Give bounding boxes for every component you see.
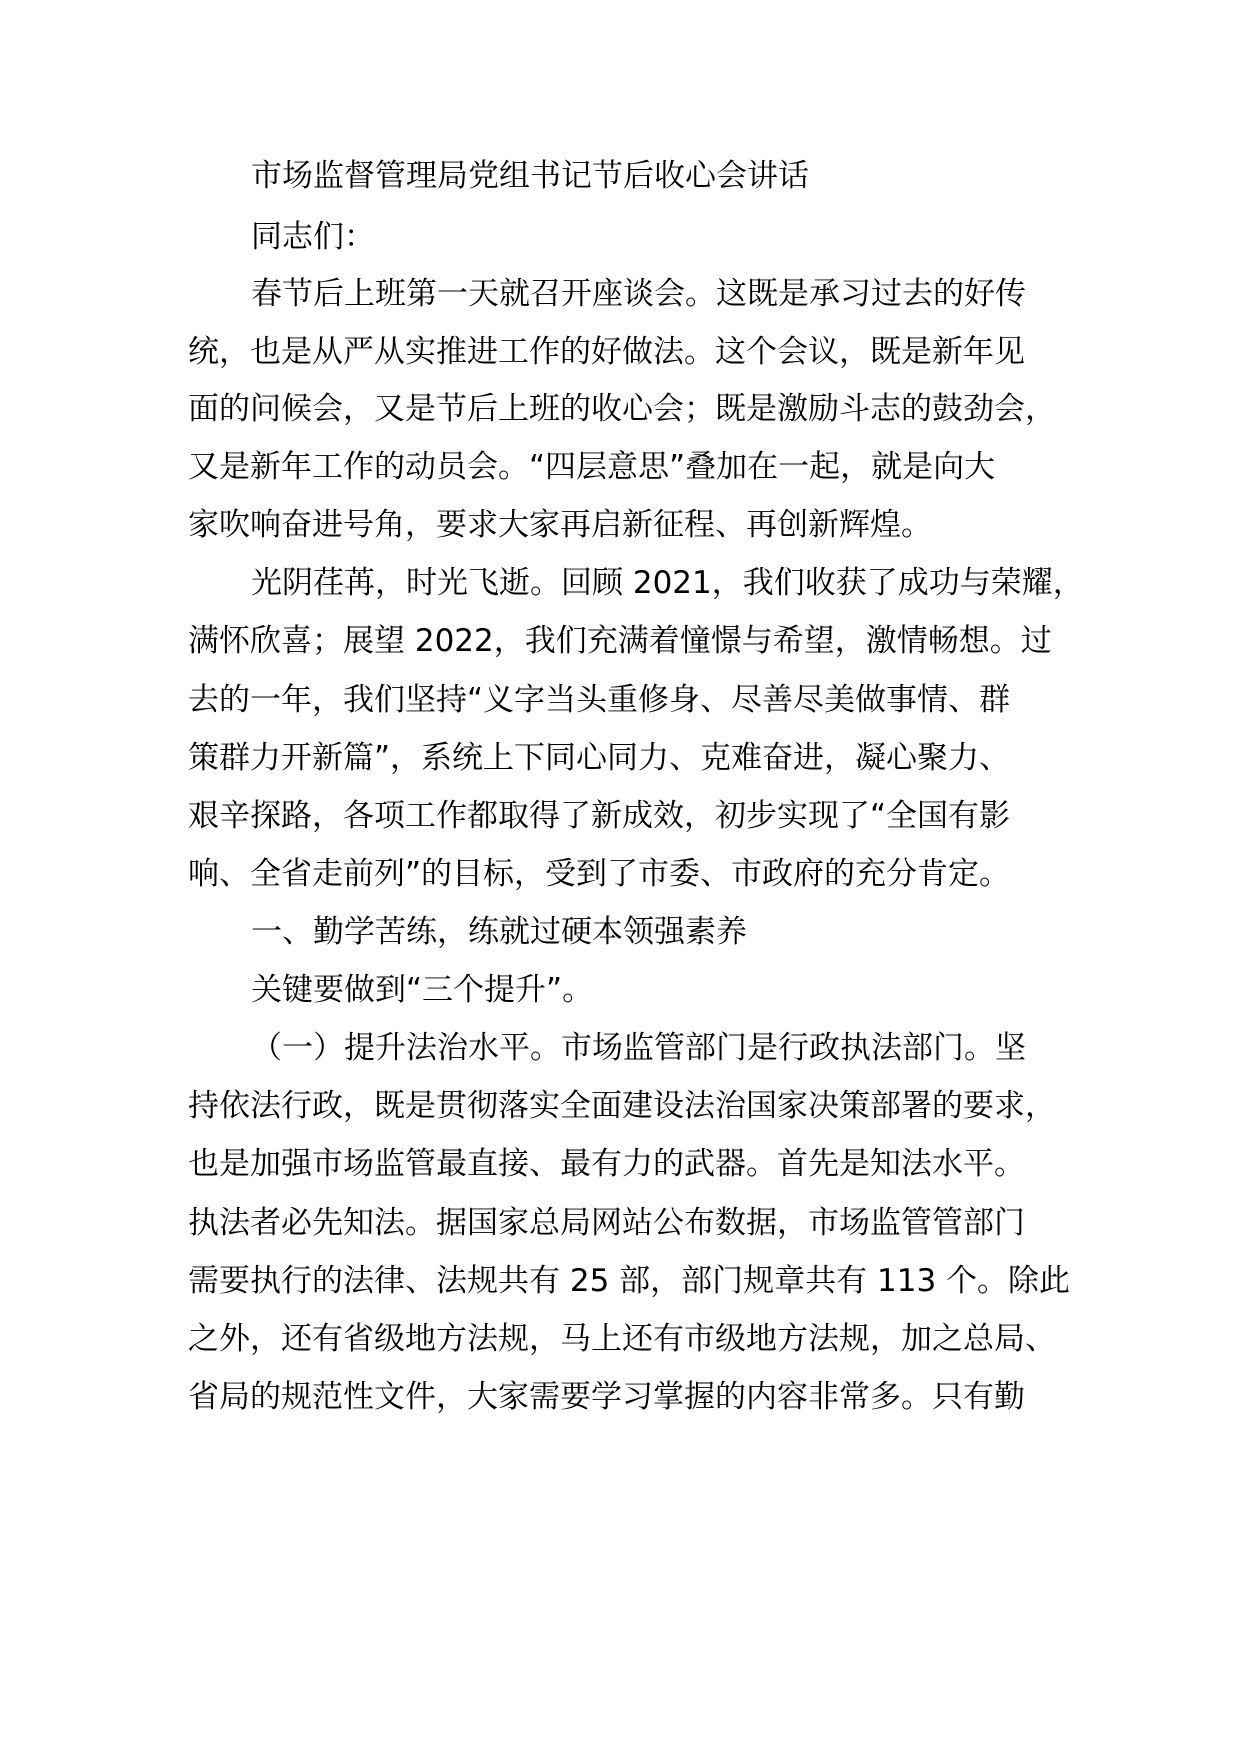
body-line: 也是加强市场监管最直接、最有力的武器。首先是知法水平。 (188, 1146, 1025, 1182)
document-title: 市场监督管理局党组书记节后收心会讲话 (251, 158, 809, 194)
body-line: 春节后上班第一天就召开座谈会。这既是承习过去的好传 (251, 276, 1026, 312)
body-line: 省局的规范性文件，大家需要学习掌握的内容非常多。只有勤 (188, 1379, 1025, 1415)
body-line: 光阴荏苒，时光飞逝。回顾 2021，我们收获了成功与荣耀， (251, 565, 1084, 601)
body-line: 持依法行政，既是贯彻落实全面建设法治国家决策部署的要求， (188, 1088, 1056, 1124)
body-line: 满怀欣喜；展望 2022，我们充满着憧憬与希望，激情畅想。过 (188, 623, 1052, 659)
body-line: 去的一年，我们坚持“义字当头重修身、尽善尽美做事情、群 (188, 682, 1011, 718)
body-line: 家吹响奋进号角，要求大家再启新征程、再创新辉煌。 (188, 507, 932, 543)
body-line: 响、全省走前列”的目标，受到了市委、市政府的充分肯定。 (188, 856, 1011, 892)
body-line: 策群力开新篇”，系统上下同心同力、克难奋进，凝心聚力、 (188, 740, 1011, 776)
body-line: 需要执行的法律、法规共有 25 部，部门规章共有 113 个。除此 (188, 1263, 1071, 1299)
section-heading: 一、勤学苦练，练就过硬本领强素养 (251, 914, 747, 950)
body-line: 统，也是从严从实推进工作的好做法。这个会议，既是新年见 (188, 334, 1025, 370)
body-line: 又是新年工作的动员会。“四层意思”叠加在一起，就是向大 (188, 449, 996, 485)
body-line: （一）提升法治水平。市场监管部门是行政执法部门。坚 (251, 1030, 1026, 1066)
body-line: 执法者必先知法。据国家总局网站公布数据，市场监管管部门 (188, 1205, 1025, 1241)
body-line: 艰辛探路，各项工作都取得了新成效，初步实现了“全国有影 (188, 798, 1011, 834)
body-line: 面的问候会，又是节后上班的收心会；既是激励斗志的鼓劲会， (188, 391, 1056, 427)
body-line: 关键要做到“三个提升”。 (251, 972, 594, 1008)
body-line: 之外，还有省级地方法规，马上还有市级地方法规，加之总局、 (188, 1321, 1056, 1357)
salutation: 同志们： (251, 219, 375, 255)
